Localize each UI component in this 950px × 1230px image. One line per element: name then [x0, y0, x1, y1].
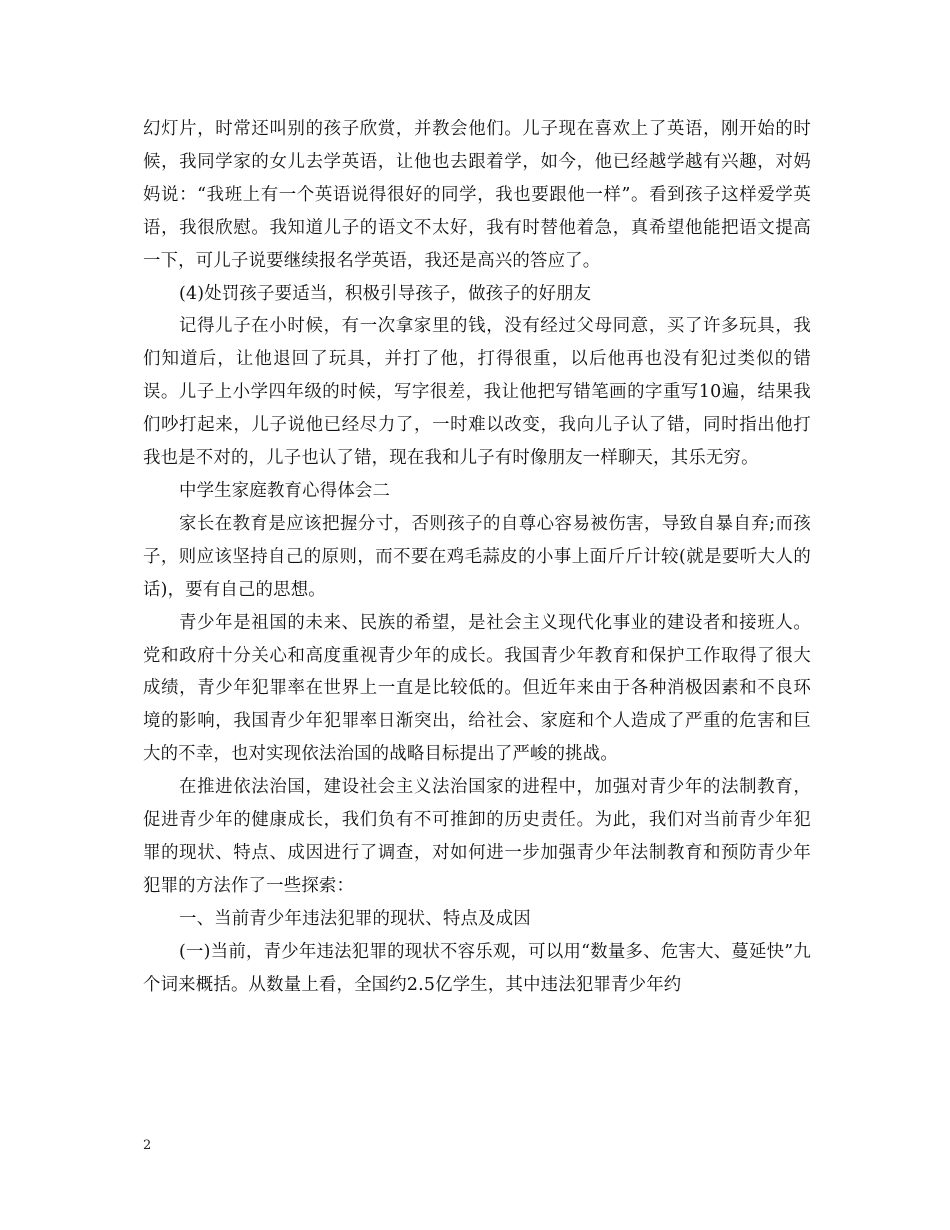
section-heading-punishment: (4)处罚孩子要适当，积极引导孩子，做孩子的好朋友	[179, 283, 592, 304]
paragraph-rule-of-law: 在推进依法治国，建设社会主义法治国家的进程中，加强对青少年的法制教育，促进青少年的健康成长，我们负有不可推卸的历史责任。为此，我们对当前青少年犯罪的现状、特点、成因进行了调查，对如何进一步加强青少年法制教育和预防青少年犯罪的方法作了一些探索：	[143, 777, 811, 896]
paragraph-parent-measure: 家长在教育是应该把握分寸，否则孩子的自尊心容易被伤害，导致自暴自弃;而孩子，则应该坚持自己的原则，而不要在鸡毛蒜皮的小事上面斤斤计较(就是要听大人的话)，要有自己的思想。	[143, 513, 811, 600]
paragraph-continuation: 幻灯片，时常还叫别的孩子欣赏，并教会他们。儿子现在喜欢上了英语，刚开始的时候，我同学家的女儿去学英语，让他也去跟着学，如今，他已经越学越有兴趣，对妈妈说：“我班上有一个英语说得很好的同学，我也要跟他一样”。看到孩子这样爱学英语，我很欣慰。我知道儿子的语文不太好，我有时替他着急，真希望他能把语文提高一下，可儿子说要继续报名学英语，我还是高兴的答应了。	[143, 119, 811, 271]
body-text	[143, 113, 811, 1001]
paragraph-status-summary: (一)当前，青少年违法犯罪的现状不容乐观，可以用“数量多、危害大、蔓延快”九个词来概括。从数量上看，全国约2.5亿学生，其中违法犯罪青少年约	[143, 941, 811, 995]
paragraph-childhood-story: 记得儿子在小时候，有一次拿家里的钱，没有经过父母同意，买了许多玩具，我们知道后，让他退回了玩具，并打了他，打得很重，以后他再也没有犯过类似的错误。儿子上小学四年级的时候，写字很差，我让他把写错笔画的字重写10遍，结果我们吵打起来，儿子说他已经尽力了，一时难以改变，我向儿子认了错，同时指出他打我也是不对的，儿子也认了错，现在我和儿子有时像朋友一样聊天，其乐无穷。	[143, 316, 811, 469]
section-heading-current-status: 一、当前青少年违法犯罪的现状、特点及成因	[179, 908, 531, 929]
section-title-part-two: 中学生家庭教育心得体会二	[179, 480, 391, 501]
page-number: 2	[143, 1138, 152, 1153]
paragraph-youth-future: 青少年是祖国的未来、民族的希望，是社会主义现代化事业的建设者和接班人。党和政府十分关心和高度重视青少年的成长。我国青少年教育和保护工作取得了很大成绩，青少年犯罪率在世界上一直是比较低的。但近年来由于各种消极因素和不良环境的影响，我国青少年犯罪率日渐突出，给社会、家庭和个人造成了严重的危害和巨大的不幸，也对实现依法治国的战略目标提出了严峻的挑战。	[143, 612, 811, 765]
